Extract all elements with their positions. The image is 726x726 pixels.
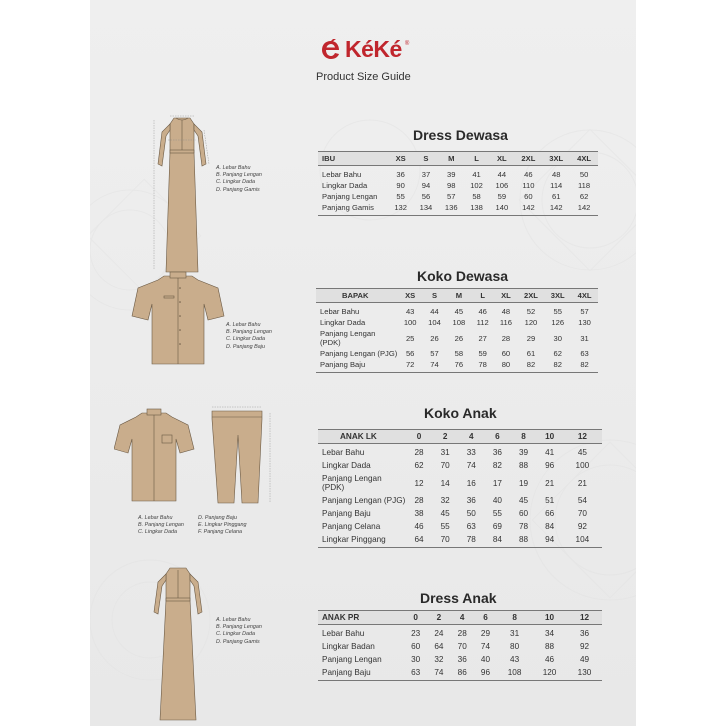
- table-cell: 50: [466, 509, 476, 518]
- table-cell: 38: [414, 509, 424, 518]
- table-row: [318, 625, 602, 641]
- table-cell: 62: [414, 461, 424, 470]
- table-row: [318, 191, 598, 202]
- row-label: Panjang Baju: [322, 509, 371, 518]
- table-cell: 48: [501, 307, 511, 316]
- table-cell: 25: [405, 333, 415, 343]
- legend-item: C. Lingkar Dada: [226, 336, 265, 343]
- table-cell: 102: [470, 181, 483, 190]
- table-cell: 24: [434, 629, 444, 638]
- row-label: Lebar Bahu: [322, 448, 365, 457]
- column-header: 2: [427, 611, 450, 625]
- table-cell: 43: [405, 307, 415, 316]
- column-header: 2XL: [518, 289, 545, 303]
- table-row: [318, 507, 602, 520]
- table-cell: 16: [466, 478, 476, 488]
- table-row: [318, 472, 602, 494]
- column-header: S: [422, 289, 446, 303]
- table-cell: 142: [570, 202, 598, 216]
- column-header: XS: [398, 289, 422, 303]
- column-header: ANAK PR: [318, 611, 404, 625]
- table-cell: 62: [553, 349, 562, 358]
- table-cell: 28: [414, 496, 424, 505]
- table-cell: 70: [440, 461, 450, 470]
- legend-item: B. Panjang Lengan: [138, 522, 184, 529]
- legend-item: A. Lebar Bahu: [216, 165, 251, 171]
- table-cell: 21: [545, 478, 555, 488]
- row-label: Panjang Lengan (PJG): [322, 496, 406, 505]
- table-cell: 80: [494, 359, 517, 373]
- row-label: Panjang Lengan (PDK): [320, 329, 376, 347]
- table-cell: 34: [544, 629, 555, 638]
- table-cell: 112: [476, 318, 489, 327]
- table-cell: 72: [398, 359, 422, 373]
- column-header: XL: [494, 289, 517, 303]
- dress-dewasa-illustration: [152, 112, 212, 277]
- table-cell: 49: [579, 655, 590, 664]
- table-cell: 29: [480, 629, 491, 638]
- table-cell: 12: [414, 478, 424, 488]
- table-cell: 132: [388, 202, 413, 216]
- dress-anak-title: Dress Anak: [420, 590, 497, 606]
- table-cell: 62: [579, 192, 589, 201]
- table-cell: 134: [413, 202, 438, 216]
- table-row: [318, 202, 598, 216]
- table-cell: 61: [552, 192, 561, 201]
- column-header: 6: [474, 611, 497, 625]
- table-cell: 59: [478, 349, 487, 358]
- legend-item: C. Lingkar Dada: [216, 179, 255, 186]
- dress-dewasa-legend: [216, 165, 262, 194]
- table-cell: 46: [544, 655, 555, 664]
- legend-item: A. Lebar Bahu: [138, 515, 173, 521]
- column-header: 2XL: [514, 152, 542, 166]
- legend-item: C. Lingkar Dada: [138, 529, 177, 536]
- table-cell: 64: [406, 533, 432, 548]
- table-cell: 92: [577, 522, 587, 531]
- table-cell: 58: [454, 349, 464, 358]
- legend-item: B. Panjang Lengan: [216, 172, 262, 179]
- row-label: Lingkar Dada: [322, 461, 371, 470]
- brand-logo: [320, 36, 409, 63]
- table-cell: 106: [495, 181, 509, 190]
- table-cell: 114: [550, 181, 563, 190]
- column-header: M: [447, 289, 471, 303]
- table-row: [318, 166, 598, 181]
- table-cell: 94: [537, 533, 563, 548]
- koko-anak-legend: [138, 515, 258, 537]
- table-cell: 36: [466, 496, 476, 505]
- dress-anak-table: [318, 610, 602, 681]
- row-label: Lingkar Badan: [322, 642, 375, 651]
- table-cell: 36: [457, 655, 467, 664]
- table-cell: 82: [571, 359, 598, 373]
- table-cell: 51: [545, 496, 555, 505]
- column-header: 10: [532, 611, 567, 625]
- table-cell: 56: [405, 349, 415, 358]
- column-header: L: [464, 152, 489, 166]
- table-cell: 66: [545, 509, 555, 518]
- table-cell: 70: [432, 533, 458, 548]
- table-cell: 45: [519, 496, 529, 505]
- table-cell: 92: [579, 642, 590, 651]
- column-header: ANAK LK: [318, 430, 406, 444]
- column-header: M: [439, 152, 464, 166]
- table-cell: 31: [510, 629, 520, 638]
- row-label: Lingkar Dada: [320, 318, 366, 327]
- table-cell: 27: [478, 333, 487, 343]
- table-cell: 56: [421, 192, 431, 201]
- table-cell: 41: [545, 448, 555, 457]
- table-cell: 44: [430, 307, 439, 316]
- koko-dewasa-illustration: [128, 268, 228, 368]
- column-header: 0: [406, 430, 432, 444]
- table-cell: 55: [553, 307, 562, 316]
- table-row: [318, 666, 602, 681]
- table-cell: 40: [492, 496, 502, 505]
- table-cell: 108: [452, 318, 466, 327]
- legend-item: D. Panjang Baju: [198, 515, 237, 521]
- table-cell: 84: [545, 522, 555, 531]
- table-cell: 40: [480, 655, 491, 664]
- legend-item: C. Lingkar Dada: [216, 631, 255, 638]
- table-cell: 28: [457, 629, 467, 638]
- table-cell: 69: [492, 522, 502, 531]
- table-row: [316, 348, 598, 359]
- legend-item: D. Panjang Gamis: [216, 638, 260, 645]
- table-cell: 57: [580, 307, 589, 316]
- koko-anak-table: [318, 429, 602, 548]
- legend-item: A. Lebar Bahu: [216, 617, 251, 623]
- row-label: Panjang Baju: [316, 359, 398, 373]
- table-row: [318, 459, 602, 472]
- legend-item: D. Panjang Baju: [226, 343, 265, 350]
- table-cell: 46: [414, 522, 424, 531]
- table-cell: 84: [484, 533, 510, 548]
- table-cell: 60: [411, 642, 421, 651]
- table-cell: 82: [518, 359, 545, 373]
- column-header: 10: [537, 430, 563, 444]
- table-cell: 64: [434, 642, 444, 651]
- column-header: XS: [388, 152, 413, 166]
- table-cell: 26: [454, 333, 464, 343]
- row-label: Panjang Lengan: [322, 655, 382, 664]
- row-label: Panjang Baju: [318, 666, 404, 681]
- table-cell: 142: [542, 202, 570, 216]
- dress-dewasa-title: Dress Dewasa: [413, 127, 508, 143]
- table-cell: 21: [577, 478, 587, 488]
- row-label: Panjang Gamis: [318, 202, 388, 216]
- table-cell: 46: [478, 307, 487, 316]
- table-cell: 80: [510, 642, 520, 651]
- column-header: L: [471, 289, 494, 303]
- table-cell: 136: [439, 202, 464, 216]
- koko-dewasa-table: [316, 288, 598, 373]
- legend-item: B. Panjang Lengan: [226, 329, 272, 336]
- koko-anak-title: Koko Anak: [424, 405, 497, 421]
- registered-mark: ®: [404, 40, 410, 47]
- table-cell: 76: [447, 359, 471, 373]
- table-cell: 118: [578, 181, 591, 190]
- row-label: Panjang Lengan (PJG): [320, 349, 398, 358]
- table-cell: 30: [411, 655, 421, 664]
- table-cell: 126: [551, 318, 565, 327]
- table-cell: 28: [501, 333, 511, 343]
- table-cell: 78: [458, 533, 484, 548]
- column-header: BAPAK: [316, 289, 398, 303]
- table-cell: 48: [552, 170, 561, 179]
- table-cell: 17: [492, 478, 502, 488]
- table-cell: 43: [510, 655, 520, 664]
- table-cell: 90: [396, 181, 405, 190]
- table-cell: 86: [451, 666, 474, 681]
- table-cell: 120: [532, 666, 567, 681]
- table-cell: 120: [524, 318, 538, 327]
- table-cell: 61: [526, 349, 536, 358]
- table-cell: 54: [577, 496, 587, 505]
- table-cell: 29: [526, 333, 536, 343]
- table-cell: 88: [519, 461, 529, 470]
- table-cell: 39: [447, 170, 456, 179]
- koko-dewasa-legend: [226, 322, 272, 351]
- table-cell: 31: [440, 448, 450, 457]
- table-cell: 130: [578, 318, 591, 327]
- table-cell: 57: [447, 192, 456, 201]
- row-label: Lebar Bahu: [320, 307, 360, 316]
- table-cell: 39: [519, 448, 529, 457]
- column-header: 6: [484, 430, 510, 444]
- table-cell: 100: [403, 318, 417, 327]
- column-header: 0: [404, 611, 427, 625]
- dress-anak-illustration: [148, 562, 208, 722]
- column-header: 2: [432, 430, 458, 444]
- table-cell: 74: [427, 666, 450, 681]
- table-row: [318, 520, 602, 533]
- table-cell: 82: [544, 359, 571, 373]
- table-cell: 50: [579, 170, 589, 179]
- column-header: 12: [567, 611, 602, 625]
- row-label: Panjang Lengan (PDK): [322, 474, 382, 492]
- legend-item: A. Lebar Bahu: [226, 322, 261, 328]
- keke-logo-icon: [320, 39, 342, 61]
- table-row: [318, 640, 602, 653]
- table-cell: 60: [524, 192, 533, 201]
- table-cell: 74: [480, 642, 491, 651]
- table-cell: 98: [447, 181, 456, 190]
- koko-anak-illustration: [114, 405, 284, 510]
- table-cell: 74: [466, 461, 476, 470]
- table-cell: 63: [404, 666, 427, 681]
- brand-name: KéKé: [345, 36, 402, 62]
- table-cell: 70: [457, 642, 467, 651]
- table-cell: 78: [519, 522, 529, 531]
- column-header: XL: [489, 152, 514, 166]
- size-guide-page: [90, 0, 636, 726]
- table-cell: 19: [519, 478, 529, 488]
- column-header: 8: [511, 430, 537, 444]
- table-cell: 88: [511, 533, 537, 548]
- legend-item: F. Panjang Celana: [198, 529, 242, 536]
- table-cell: 37: [421, 170, 431, 179]
- table-cell: 46: [524, 170, 533, 179]
- row-label: Panjang Lengan: [322, 192, 378, 201]
- table-cell: 52: [526, 307, 536, 316]
- column-header: 3XL: [542, 152, 570, 166]
- legend-item: E. Lingkar Pinggang: [198, 522, 247, 529]
- table-cell: 138: [464, 202, 489, 216]
- column-header: 12: [563, 430, 602, 444]
- table-cell: 116: [499, 318, 512, 327]
- table-cell: 59: [497, 192, 507, 201]
- table-cell: 70: [577, 509, 587, 518]
- column-header: 3XL: [544, 289, 571, 303]
- table-cell: 33: [466, 448, 476, 457]
- table-cell: 32: [440, 496, 450, 505]
- table-row: [318, 653, 602, 666]
- table-cell: 30: [553, 333, 562, 343]
- row-label: Panjang Celana: [322, 522, 381, 531]
- dress-anak-legend: [216, 617, 262, 646]
- table-cell: 55: [492, 509, 502, 518]
- table-cell: 36: [579, 629, 590, 638]
- row-label: Lebar Bahu: [322, 170, 362, 179]
- table-cell: 130: [567, 666, 602, 681]
- table-cell: 110: [522, 181, 535, 190]
- dress-dewasa-table: [318, 151, 598, 216]
- table-cell: 82: [492, 461, 502, 470]
- table-cell: 142: [514, 202, 542, 216]
- table-cell: 104: [563, 533, 602, 548]
- table-row: [318, 494, 602, 507]
- table-cell: 45: [454, 307, 464, 316]
- table-row: [316, 317, 598, 328]
- table-cell: 60: [501, 349, 511, 358]
- column-header: IBU: [318, 152, 388, 166]
- table-cell: 41: [472, 170, 481, 179]
- table-cell: 60: [519, 509, 529, 518]
- table-cell: 78: [471, 359, 494, 373]
- column-header: 4XL: [571, 289, 598, 303]
- table-cell: 104: [428, 318, 441, 327]
- legend-item: D. Panjang Gamis: [216, 186, 260, 193]
- table-cell: 45: [577, 448, 587, 457]
- table-cell: 108: [497, 666, 532, 681]
- table-cell: 36: [396, 170, 405, 179]
- table-cell: 140: [489, 202, 514, 216]
- table-cell: 55: [440, 522, 450, 531]
- table-row: [318, 533, 602, 548]
- table-cell: 26: [430, 333, 439, 343]
- table-cell: 31: [580, 333, 589, 343]
- column-header: 4: [458, 430, 484, 444]
- table-cell: 58: [472, 192, 481, 201]
- table-cell: 88: [544, 642, 555, 651]
- table-row: [318, 444, 602, 460]
- table-cell: 14: [440, 478, 450, 488]
- table-cell: 63: [466, 522, 476, 531]
- table-cell: 100: [575, 461, 590, 470]
- table-row: [316, 303, 598, 318]
- table-cell: 23: [411, 629, 421, 638]
- table-cell: 32: [434, 655, 444, 664]
- table-cell: 96: [474, 666, 497, 681]
- table-cell: 74: [422, 359, 446, 373]
- page-subtitle: Product Size Guide: [316, 71, 411, 83]
- table-cell: 28: [414, 448, 424, 457]
- table-cell: 57: [430, 349, 439, 358]
- row-label: Lingkar Dada: [322, 181, 368, 190]
- table-cell: 36: [492, 448, 502, 457]
- table-cell: 96: [545, 461, 555, 470]
- table-cell: 94: [421, 181, 431, 190]
- table-cell: 45: [440, 509, 450, 518]
- column-header: 4XL: [570, 152, 598, 166]
- koko-dewasa-title: Koko Dewasa: [417, 268, 509, 284]
- table-row: [318, 180, 598, 191]
- table-cell: 55: [396, 192, 405, 201]
- table-cell: 44: [497, 170, 507, 179]
- table-row: [316, 359, 598, 373]
- row-label: Lingkar Pinggang: [318, 533, 406, 548]
- column-header: 4: [451, 611, 474, 625]
- row-label: Lebar Bahu: [322, 629, 365, 638]
- table-cell: 63: [580, 349, 589, 358]
- column-header: 8: [497, 611, 532, 625]
- column-header: S: [413, 152, 438, 166]
- legend-item: B. Panjang Lengan: [216, 624, 262, 631]
- table-row: [316, 328, 598, 348]
